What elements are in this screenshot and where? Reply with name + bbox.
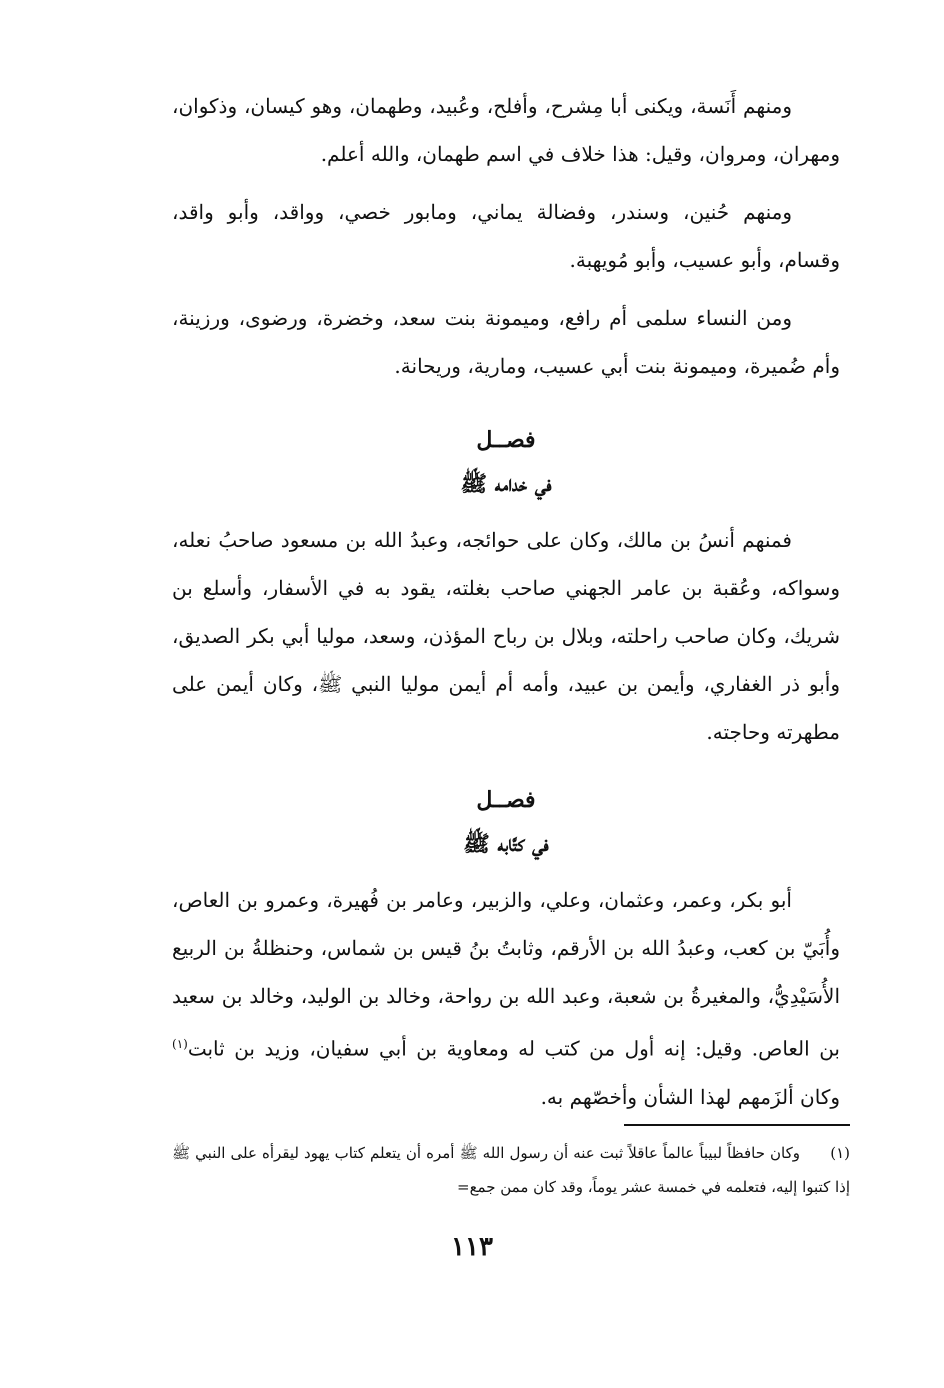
section-body-kuttab xyxy=(172,876,840,1121)
opening-paragraphs xyxy=(172,82,840,390)
section-label: فصــل xyxy=(476,427,536,453)
footnote-text: وكان حافظاً لبيباً عالماً عاقلاً ثبت عنه أن رسول الله ﷺ أمره أن يتعلم كتاب يهود ليقرأه على النبي ﷺ إذا كتبوا إليه، فتعلمه في خمسة عشر يوماً، وقد كان ممن جمع= xyxy=(172,1144,850,1196)
section-body-khuddam xyxy=(172,516,840,756)
footnote xyxy=(172,1136,850,1204)
paragraph-servants-women: ومن النساء سلمى أم رافع، وميمونة بنت سعد، وخضرة، ورضوى، ورزينة، وأم ضُميرة، وميمونة بنت أبي عسيب، ومارية، وريحانة. xyxy=(172,306,840,378)
section-heading-kuttab xyxy=(172,778,840,866)
paragraph-kuttab-main: أبو بكر، وعمر، وعثمان، وعلي، والزبير، وعامر بن فُهيرة، وعمرو بن العاص، وأُبَيّ بن كعب، وعبدُ الله بن الأرقم، وثابتُ بنُ قيس بن شماس، وحنظلةُ بن الربيع الأُسَيْدِيُّ، والمغيرةُ بن شعبة، وعبد الله بن رواحة، وخالد بن الوليد، وخالد بن سعيد بن العاص. وقيل: إنه أول من كتب له ومعاوية بن أبي سفيان، وزيد بن ثابت xyxy=(172,888,841,1061)
section-label: فصــل xyxy=(476,787,536,813)
paragraph-kuttab xyxy=(172,876,840,1121)
footnote-reference: (١) xyxy=(172,1037,188,1051)
paragraph-servants-more: ومنهم حُنين، وسندر، وفضالة يماني، ومابور خصي، وواقد، وأبو واقد، وقسام، وأبو عسيب، وأبو مُويهبة. xyxy=(172,200,840,272)
page-number: ١١٣ xyxy=(451,1232,493,1262)
paragraph-khuddam: فمنهم أنسُ بن مالك، وكان على حوائجه، وعبدُ الله بن مسعود صاحبُ نعله، وسواكه، وعُقبة بن عامر الجهني صاحب بغلته، يقود به في الأسفار، وأسلع بن شريك، وكان صاحب راحلته، وبلال بن رباح المؤذن، وسعد، موليا أبي بكر الصديق، وأبو ذر الغفاري، وأيمن بن عبيد، وأمه أم أيمن موليا النبي ﷺ، وكان أيمن على مطهرته وحاجته. xyxy=(172,528,840,744)
section-subtitle: في كتَّابه ﷺ xyxy=(463,831,549,857)
footnote-separator xyxy=(624,1124,850,1126)
paragraph-kuttab-tail: وكان ألزَمهم لهذا الشأن وأخصّهم به. xyxy=(540,1084,840,1109)
paragraph-servants-men: ومنهم أَنَسة، ويكنى أبا مِشرح، وأفلح، وعُبيد، وطهمان، وهو كيسان، وذكوان، ومهران، ومروان، وقيل: هذا خلاف في اسم طهمان، والله أعلم. xyxy=(172,94,840,166)
section-subtitle: في خدامه ﷺ xyxy=(460,471,552,497)
footnote-number: (١) xyxy=(830,1144,850,1162)
section-heading-khuddam xyxy=(172,418,840,506)
